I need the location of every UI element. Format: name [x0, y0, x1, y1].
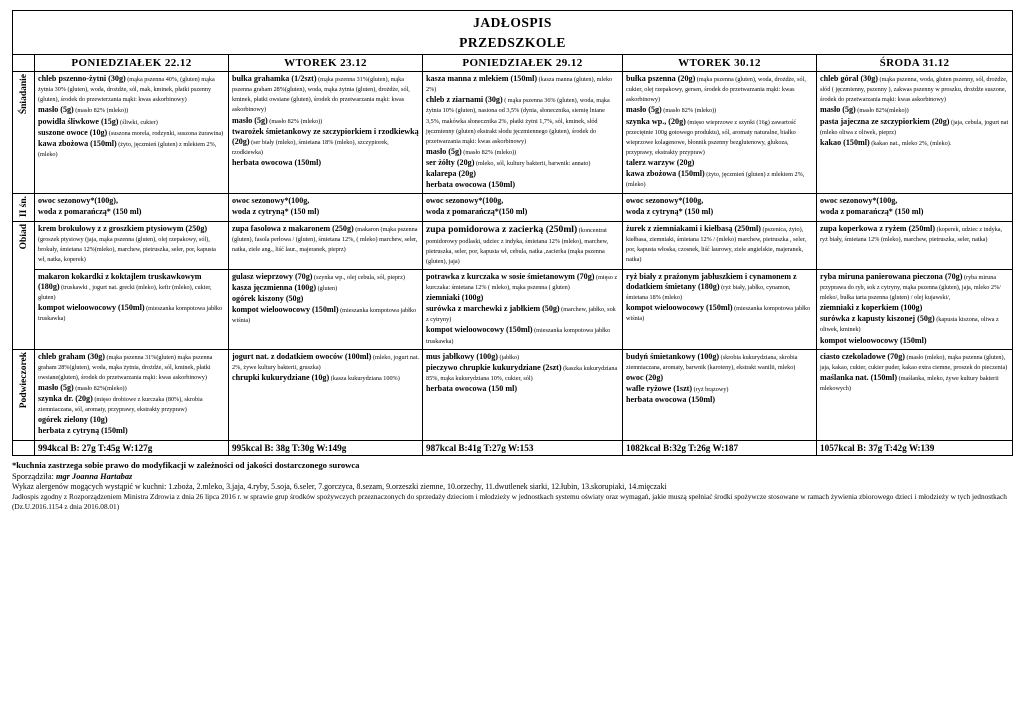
- menu-item-name: herbata owocowa (150ml): [626, 395, 716, 405]
- menu-item: [426, 196, 619, 206]
- day-header-4: ŚRODA 31.12: [817, 55, 1013, 72]
- menu-item-name: owoc sezonowy*(100g,: [426, 196, 504, 206]
- menu-item-name: chleb z ziarnami (30g): [426, 95, 503, 105]
- dinner-main-cell-0: [35, 269, 229, 349]
- menu-item: [426, 147, 619, 157]
- menu-item: [426, 363, 619, 383]
- menu-item-name: mus jabłkowy (100g): [426, 351, 498, 361]
- menu-item-ingredients: (śliwki, cukier): [118, 118, 158, 126]
- kcal-cell-4: 1057kcal B: 37g T:42g W:139: [817, 440, 1013, 455]
- dinner-main-cell-1: [229, 269, 423, 349]
- menu-item-name: jogurt nat. z dodatkiem owoców (100ml): [232, 351, 372, 361]
- menu-item-name: zupa fasolowa z makaronem (250g): [232, 223, 354, 233]
- menu-item: [426, 207, 619, 217]
- dinner-soup-cell-2: [423, 221, 623, 269]
- snack-cell-4: [817, 349, 1013, 440]
- footer-author-prefix: Sporządziła:: [12, 471, 56, 481]
- menu-item-ingredients: (masło 82% (mleko)): [661, 107, 717, 115]
- breakfast-cell-3: [623, 72, 817, 194]
- menu-item-ingredients: (mąka pszenna 40%, (gluten) mąka żytnia 30% (gluten), woda, drożdże, sól, mak, kminek, płatki pszenny (gluten), środek do przewierzania mąki: kwas askorbinowy): [38, 76, 215, 104]
- menu-item: [232, 272, 419, 282]
- menu-item-ingredients: (masło 82% (mleko)): [73, 107, 129, 115]
- menu-item: [38, 352, 225, 382]
- menu-item-ingredients: (jabłko): [497, 353, 520, 361]
- menu-item: [38, 426, 225, 436]
- menu-item-name: budyń śmietankowy (100g): [626, 351, 720, 361]
- menu-item: [38, 196, 225, 206]
- menu-item-ingredients: (kakao nat., mleko 2%, (mleko).: [869, 139, 952, 147]
- menu-item-name: woda z pomarańczą* (150 ml): [820, 207, 924, 217]
- menu-item-name: ogórek zielony (10g): [38, 415, 108, 425]
- menu-item: [232, 294, 419, 304]
- menu-item-name: ciasto czekoladowe (70g): [820, 351, 905, 361]
- snack-row: [13, 349, 1013, 440]
- dinner-main-cell-2: [423, 269, 623, 349]
- menu-item: [820, 207, 1009, 217]
- menu-item: [820, 138, 1009, 148]
- menu-item-ingredients: (gluten): [316, 284, 338, 292]
- menu-item-name: surówka z marchewki z jabłkiem (50g): [426, 304, 560, 314]
- menu-item: [426, 180, 619, 190]
- breakfast-row: [13, 72, 1013, 194]
- menu-item: [38, 272, 225, 302]
- breakfast-cell-0: [35, 72, 229, 194]
- menu-item-ingredients: ( mąka pszenna 36% (gluten), woda, mąka żytnia 10% (gluten), nasiona od 3,5% (dynia, słonecznika, siemię lniane 3,5%, makówka słonecznika 2%, płatki żytni 1,7%, sól, kminek, słód jęczmienny (gluten) ekstrakt słodu jęczmiennego (gluten), środek do przetwarzania mąki: kwas askorbinowy): [426, 97, 610, 145]
- dinner-soup-cell-0: [35, 221, 229, 269]
- menu-item: [626, 117, 813, 157]
- menu-item: [626, 169, 813, 189]
- menu-item: [626, 105, 813, 115]
- menu-item-name: owoc sezonowy*(100g,: [232, 196, 310, 206]
- menu-item-name: ziemniaki (100g): [426, 293, 484, 303]
- menu-table: [12, 10, 1013, 456]
- menu-item: [820, 373, 1009, 393]
- menu-item-name: chleb graham (30g): [38, 351, 105, 361]
- menu-item: [232, 74, 419, 114]
- breakfast-cell-1: [229, 72, 423, 194]
- menu-item: [426, 352, 619, 362]
- menu-item-name: zupa koperkowa z ryżem (250ml): [820, 223, 936, 233]
- menu-item-name: woda z pomarańczą* (150 ml): [38, 207, 142, 217]
- menu-item: [626, 196, 813, 206]
- menu-item-ingredients: (mieszanka kompotowa jabłko truskawka): [426, 327, 611, 345]
- menu-item-ingredients: (mleko, jogurt nat. 2%, żywe kultury bakterii, gruszka): [232, 353, 419, 371]
- menu-item-ingredients: (mięso wieprzowe z szynki (16g) zawartość przeciętnie 100g gotowego produktu), sól, aromaty naturalne, białko wieprzowe kolagenowe, błonnik pszenny bezglutenowy, glukoza, przyprawy, ekstrakty przypraw): [626, 118, 797, 156]
- menu-item: [820, 105, 1009, 115]
- menu-item: [426, 224, 619, 266]
- dinner-main-cell-4: [817, 269, 1013, 349]
- menu-item-name: kawa zbożowa (150ml): [626, 169, 705, 179]
- menu-item: [820, 224, 1009, 244]
- menu-item-ingredients: (mąka pszenna 31%(gluten), mąka pszenna graham 28%(gluten), woda, mąka żytnia (gluten), drożdże, sól, kminek, płatki owsiane (gluten), środek do przetwarzania mąki: kwas askorbinowy): [232, 76, 410, 114]
- document-title: [13, 11, 1013, 55]
- row-label-dinner: [13, 221, 35, 349]
- second-breakfast-cell-3: [623, 194, 817, 221]
- menu-item: [232, 373, 419, 383]
- menu-item-name: masło (5g): [38, 105, 74, 115]
- menu-item: [426, 272, 619, 292]
- menu-item-ingredients: (masło (mleko), mąka pszenna (gluten), jaja, kakao, cukier, cukier puder, kakao extra ciemne, proszek do pieczenia): [820, 353, 1008, 371]
- menu-item-ingredients: (mieszanka kompotowa jabłko truskawka): [38, 305, 223, 323]
- menu-item-ingredients: (mieszanka kompotowa jabłko wiśnia): [232, 307, 417, 325]
- menu-item-name: bułka grahamka (1/2szt): [232, 74, 317, 84]
- menu-item: [426, 304, 619, 324]
- dinner-soup-cell-1: [229, 221, 423, 269]
- menu-item-name: maślanka nat. (150ml): [820, 372, 898, 382]
- menu-item-name: krem brokułowy z z groszkiem ptysiowym (250g): [38, 223, 208, 233]
- menu-item: [232, 305, 419, 325]
- menu-item: [426, 74, 619, 94]
- snack-cell-3: [623, 349, 817, 440]
- menu-item-ingredients: (mąka pszenna 31%(gluten) mąka pszenna graham 28%(gluten), woda, mąka żytnia, drożdże, sól, kminek, płatki owsiane(gluten), środek do przetwarzania mąki: kwas askorbinowy): [38, 353, 213, 381]
- corner-cell: [13, 55, 35, 72]
- menu-item-name: herbata owocowa (150ml): [232, 158, 322, 167]
- menu-item: [626, 158, 813, 168]
- menu-item-name: szynka wp., (20g): [626, 116, 686, 126]
- day-header-3: WTOREK 30.12: [623, 55, 817, 72]
- menu-item: [38, 394, 225, 414]
- menu-item-ingredients: (mieszanka kompotowa jabłko wiśnia): [626, 305, 811, 323]
- menu-item-ingredients: (koncentrat pomidorowy podlaski, udziec z indyka, śmietana 12% (mleko), marchew, pietruszka, seler, por, kapusta wł, cebula, natka ,zacierka (mąka pszenna (gluten), jaja): [426, 226, 609, 265]
- menu-item-ingredients: (masło 82% (mleko)): [267, 117, 323, 125]
- menu-item-ingredients: (kapusta kiszona, oliwa z oliwek, kminek): [820, 316, 999, 334]
- menu-item: [820, 74, 1009, 104]
- menu-item-name: woda z cytryną* (150 ml): [626, 207, 714, 217]
- menu-item-ingredients: (kaszka kukurydziana 85%, mąka kukurydziana 10%, cukier, sól): [426, 364, 618, 382]
- menu-item: [426, 325, 619, 345]
- menu-item-name: ryż biały z prażonym jabłuszkiem i cynamonem z dodatkiem śmietany (180g): [626, 271, 797, 291]
- menu-item-name: woda z cytryną* (150 ml): [232, 207, 320, 217]
- menu-item-name: kalarepa (20g): [426, 169, 476, 179]
- menu-item-ingredients: (masło 82% (mleko)): [461, 148, 517, 156]
- menu-item-name: herbata owocowa (150 ml): [426, 383, 518, 393]
- kcal-cell-3: 1082kcal B:32g T:26g W:187: [623, 440, 817, 455]
- menu-item: [232, 224, 419, 254]
- menu-item-name: wafle ryżowe (1szt): [626, 383, 693, 393]
- menu-item-name: suszone owoce (10g): [38, 127, 108, 137]
- menu-item-name: ser żółty (20g): [426, 158, 475, 167]
- menu-item-name: kompot wieloowocowy (150ml): [626, 303, 733, 313]
- menu-item: [626, 384, 813, 394]
- footer: [12, 460, 1012, 512]
- second-breakfast-row: [13, 194, 1013, 221]
- menu-item-name: żurek z ziemniakami i kiełbasą (250ml): [626, 223, 761, 233]
- menu-item: [38, 139, 225, 159]
- kcal-row: [13, 440, 1013, 455]
- menu-item-ingredients: (makaron (mąka pszenna (gluten), fasola perłowa / (gluten), śmietana 12%, ( mleko) marchew, seler, natka, ziele ang., liść laur., majeranek, pieprz): [232, 225, 418, 253]
- menu-item-name: kakao (150ml): [820, 137, 870, 147]
- menu-item: [626, 352, 813, 372]
- menu-item-name: herbata owocowa (150ml): [426, 180, 516, 190]
- menu-item-ingredients: (mięso drobiowe z kurczaka (80%), skrobia ziemniaczana, sól, aromaty, przyprawy, ekstrakty przypraw): [38, 396, 203, 414]
- row-label-breakfast: [13, 72, 35, 194]
- menu-item: [38, 207, 225, 217]
- menu-item-name: woda z pomarańczą*(150 ml): [426, 207, 528, 217]
- menu-item: [426, 169, 619, 179]
- menu-item-name: talerz warzyw (20g): [626, 158, 695, 167]
- menu-item-ingredients: (kasza manna (gluten), mleko 2%): [426, 76, 613, 94]
- kcal-cell-0: 994kcal B: 27g T:45g W:127g: [35, 440, 229, 455]
- row-label-dinner-text: Obiad: [18, 223, 29, 249]
- menu-item-name: owoc (20g): [626, 372, 664, 382]
- menu-item-ingredients: (truskawki , jogurt nat. grecki (mleko), kefir (mleko), cukier, gluten): [38, 283, 212, 302]
- snack-cell-1: [229, 349, 423, 440]
- menu-item-ingredients: (żyto, jęczmień (gluten) z mlekiem 2%, (mleko): [38, 140, 217, 158]
- menu-item: [426, 293, 619, 303]
- menu-item-name: masło (5g): [426, 146, 462, 156]
- second-breakfast-cell-4: [817, 194, 1013, 221]
- menu-item: [820, 352, 1009, 372]
- menu-item-ingredients: (ser biały (mleko), śmietana 18% (mleko), szczypiorek, rzodkiewka): [232, 138, 389, 156]
- second-breakfast-cell-2: [423, 194, 623, 221]
- menu-item-name: pasta jajeczna ze szczypiorkiem (20g): [820, 116, 950, 126]
- menu-item-name: kasza jęczmienna (100g): [232, 282, 317, 292]
- menu-item: [232, 127, 419, 157]
- menu-item-name: ziemniaki z koperkiem (100g): [820, 303, 923, 313]
- menu-item-ingredients: (ryż biały, jabłko, cynamon, śmietana 18% (mleko): [626, 283, 791, 302]
- menu-item-name: kompot wieloowocowy (150ml): [820, 335, 927, 345]
- menu-item-ingredients: (ryba miruna przyprawa do ryb, sok z cytryny, mąka pszenna (gluten), jaja, mleko 2%/ mleko/, bułka tarta pszenna (gluten) / olej kujawski/,: [820, 273, 1001, 302]
- menu-item-ingredients: (koperek, udziec z indyka, ryż biały, śmietana 12% (mleko), marchew, pietruszka, seler, natka): [820, 225, 1003, 243]
- menu-item-ingredients: (marchew, jabłko, sok z cytryny): [426, 306, 616, 324]
- menu-item-name: masło (5g): [626, 105, 662, 115]
- day-header-0: PONIEDZIAŁEK 22.12: [35, 55, 229, 72]
- row-label-second-breakfast: [13, 194, 35, 221]
- dinner-main-cell-3: [623, 269, 817, 349]
- menu-item: [38, 303, 225, 323]
- menu-item: [38, 383, 225, 393]
- menu-item-name: zupa pomidorowa z zacierką (250ml): [426, 223, 578, 235]
- footer-disclaimer: *kuchnia zastrzega sobie prawo do modyfikacji w zależności od jakości dostarczonego surowca: [12, 459, 360, 470]
- menu-item-name: chrupki kukurydziane (10g): [232, 372, 330, 382]
- menu-item-ingredients: (mąka pszenna, woda, gluten pszenny, sól, drożdże, słód ( jęczmienny, pszenny ), zakwas pszenny w proszku, drożdże suszone, środek do przetwarzania mąki: kwas askorbinowy): [820, 76, 1008, 104]
- menu-item-ingredients: (kasza kukurydziana 100%): [329, 374, 400, 382]
- menu-item: [820, 272, 1009, 302]
- dinner-soup-cell-4: [817, 221, 1013, 269]
- menu-item: [820, 303, 1009, 313]
- title-line-2: PRZEDSZKOLE: [459, 34, 566, 50]
- menu-item: [626, 207, 813, 217]
- menu-item-name: kompot wieloowocowy (150ml): [38, 303, 145, 313]
- kcal-cell-1: 995kcal B: 38g T:30g W:149g: [229, 440, 423, 455]
- menu-item-name: kawa zbożowa (150ml): [38, 138, 117, 148]
- menu-item: [38, 224, 225, 264]
- menu-item-ingredients: (szynka wp., olej cebula, sól, pieprz): [312, 273, 405, 281]
- breakfast-cell-2: [423, 72, 623, 194]
- dinner-main-row: [13, 269, 1013, 349]
- menu-item: [426, 384, 619, 394]
- menu-item-name: ogórek kiszony (50g): [232, 294, 304, 304]
- menu-item: [820, 196, 1009, 206]
- days-header-row: [13, 55, 1013, 72]
- menu-item: [232, 283, 419, 293]
- menu-item: [626, 74, 813, 104]
- menu-item: [232, 352, 419, 372]
- menu-item: [820, 117, 1009, 137]
- menu-item-name: owoc sezonowy*(100g),: [38, 196, 119, 206]
- menu-item-name: chleb góral (30g): [820, 74, 878, 84]
- row-label-second-breakfast-text: II śn.: [18, 196, 29, 218]
- menu-item-name: powidła śliwkowe (15g): [38, 116, 119, 126]
- menu-item-name: twarożek śmietankowy ze szczypiorkiem i rzodkiewką (20g): [232, 126, 419, 146]
- footer-regulation: Jadłospis zgodny z Rozporządzeniem Ministra Zdrowia z dnia 26 lipca 2016 r. w sprawie grup środków spożywczych przeznaczonych do sprzedaży dzieciom i młodzieży w jednostkach systemu oświaty oraz wymagań, jakie muszą spełniać środki spożywcze stosowane w ramach żywienia zbiorowego dzieci i młodzieży w tych jednostkach (Dz.U.2016.1154 z dnia 2016.08.01): [12, 492, 1007, 511]
- menu-item: [820, 314, 1009, 334]
- menu-item: [38, 117, 225, 127]
- snack-cell-0: [35, 349, 229, 440]
- menu-item: [626, 373, 813, 383]
- menu-item-name: chleb pszenno-żytni (30g): [38, 74, 126, 84]
- breakfast-cell-4: [817, 72, 1013, 194]
- menu-item-name: masło (5g): [38, 382, 74, 392]
- row-label-snack-text: Podwieczorek: [18, 351, 29, 408]
- menu-item-name: pieczywo chrupkie kukurydziane (2szt): [426, 362, 562, 372]
- menu-item: [232, 116, 419, 126]
- menu-item-name: potrawka z kurczaka w sosie śmietanowym (70g): [426, 271, 595, 281]
- menu-item: [38, 128, 225, 138]
- menu-item: [426, 95, 619, 146]
- menu-item-ingredients: (maślanka, mleko, żywe kultury bakterii mlekowych): [820, 374, 999, 392]
- menu-item: [232, 207, 419, 217]
- snack-cell-2: [423, 349, 623, 440]
- menu-item: [626, 303, 813, 323]
- menu-item: [626, 395, 813, 405]
- menu-item: [232, 158, 419, 168]
- kcal-cell-2: 987kcal B:41g T:27g W:153: [423, 440, 623, 455]
- title-row: [13, 11, 1013, 55]
- menu-item-name: masło (5g): [232, 115, 268, 125]
- menu-item-name: surówka z kapusty kiszonej (50g): [820, 314, 935, 324]
- menu-item-ingredients: (jaja, cebula, jogurt nat (mleko oliwa z oliwek, pieprz): [820, 118, 1009, 136]
- row-label-breakfast-text: Śniadanie: [18, 74, 29, 115]
- menu-item: [232, 196, 419, 206]
- menu-item-ingredients: (masło 82%(mleko)): [73, 384, 127, 392]
- dinner-soup-row: [13, 221, 1013, 269]
- second-breakfast-cell-1: [229, 194, 423, 221]
- day-header-2: PONIEDZIAŁEK 29.12: [423, 55, 623, 72]
- row-label-kcal: [13, 440, 35, 455]
- menu-item-name: herbata z cytryną (150ml): [38, 426, 128, 436]
- menu-item-name: kompot wieloowocowy (150ml): [232, 305, 339, 315]
- menu-item: [626, 224, 813, 264]
- menu-item-name: owoc sezonowy*(100g,: [626, 196, 704, 206]
- menu-item: [38, 74, 225, 104]
- menu-item-name: owoc sezonowy*(100g,: [820, 196, 898, 206]
- menu-item: [426, 158, 619, 168]
- dinner-soup-cell-3: [623, 221, 817, 269]
- second-breakfast-cell-0: [35, 194, 229, 221]
- row-label-snack: [13, 349, 35, 440]
- menu-item-ingredients: (pszenica, żyto), kiełbasa, ziemniaki, śmietana 12% / (mleko) marchew, pietruszka , seler, por, kapusta włoska, czosnek, liść laurowy, ziele angielskie, majeranek, natka): [626, 225, 807, 263]
- footer-allergens: Wykaz alergenów mogących wystąpić w kuchni: 1.zboża, 2.mleko, 3.jaja, 4.ryby, 5.soja, 6.seler, 7.gorczyca, 8.sezam, 9.orzeszki ziemne, 10.orzechy, 11.dwutlenek siarki, 12.łubin, 13.skorupiaki, 14.mięczaki: [12, 481, 667, 491]
- menu-item-ingredients: (ryż brązowy): [692, 385, 729, 393]
- menu-item: [38, 105, 225, 115]
- menu-item-ingredients: (mleko, sól, kultury bakterii, barwnik: annato): [474, 160, 591, 167]
- footer-author: [12, 471, 1012, 482]
- menu-item-ingredients: (mąka pszenna (gluten), woda, drożdże, sól, cukier, olej rzepakowy, gersen, środek do przetwarzania mąki: kwas askorbinowy): [626, 76, 806, 104]
- menu-item-name: bułka pszenna (20g): [626, 74, 696, 84]
- title-line-1: JADŁOSPIS: [473, 15, 552, 30]
- menu-item-ingredients: (mięso z kurczaka: śmietana 12% ( mleko), mąka pszenna ( gluten): [426, 273, 618, 291]
- footer-author-name: mgr Joanna Hartabaz: [55, 471, 133, 481]
- menu-item-name: szynka dr. (20g): [38, 394, 93, 404]
- menu-item-name: masło (5g): [820, 105, 856, 115]
- menu-item-ingredients: (żyto, jęczmień (gluten) z mlekiem 2%, (mleko): [626, 171, 805, 189]
- menu-item-name: makaron kokardki z koktajlem truskawkowym (180g): [38, 271, 202, 291]
- menu-item-name: ryba miruna panierowana pieczona (70g): [820, 271, 963, 281]
- day-header-1: WTOREK 23.12: [229, 55, 423, 72]
- menu-item-ingredients: (masło 82%(mleko)): [855, 107, 909, 115]
- menu-item-name: kompot wieloowocowy (150ml): [426, 325, 533, 335]
- menu-item: [626, 272, 813, 302]
- menu-item: [820, 336, 1009, 346]
- menu-item-name: kasza manna z mlekiem (150ml): [426, 74, 538, 84]
- menu-item-ingredients: (suszona morela, rodzynki, suszona żurawina): [107, 129, 224, 137]
- menu-item-name: gulasz wieprzowy (70g): [232, 271, 313, 281]
- menu-item-ingredients: (groszek ptysiowy (jaja, mąka pszenna (gluten), olej rzepakowy, sól), brokuły, śmietana 12%(mleko), marchew, pietruszka, seler, por, kapusta wł, natka, koperek): [38, 235, 216, 263]
- menu-item: [38, 415, 225, 425]
- menu-item-ingredients: (skrobia kukurydziana, skrobia ziemniaczana, aromaty, barwnik (karoteny), ekstrakt wanilii, mleko): [626, 353, 798, 371]
